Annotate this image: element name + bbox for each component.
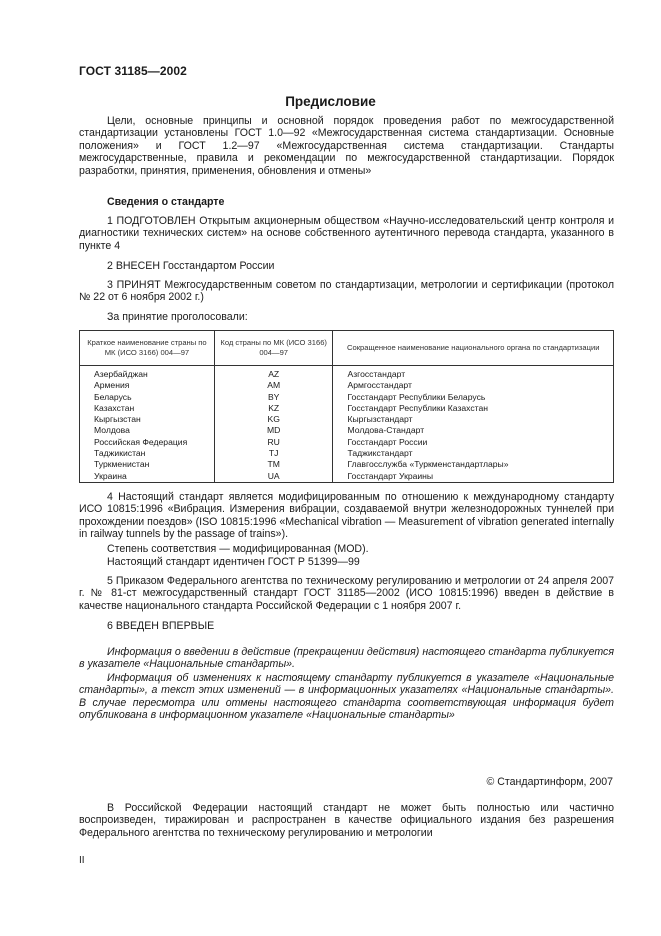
table-row [80, 448, 614, 459]
cell-country-name: Беларусь [80, 392, 215, 403]
table-row [80, 425, 614, 436]
page-title: Предисловие [285, 94, 376, 109]
table-row [80, 403, 614, 414]
item-5: 5 Приказом Федерального агентства по техническому регулированию и метрологии от 24 апреля 2007 г. № 81-ст межгосударственный стандарт ГОСТ 31185—2002 (ИСО 10815:1996) введен в действие в качестве национального стандарта Российской Федерации с 1 ноября 2007 г. [79, 575, 614, 612]
cell-country-code: BY [214, 392, 333, 403]
info-heading: Сведения о стандарте [107, 196, 225, 208]
cell-country-name: Российская Федерация [80, 437, 215, 448]
cell-country-name: Кыргызстан [80, 414, 215, 425]
cell-country-name: Азербайджан [80, 366, 215, 381]
item-3: 3 ПРИНЯТ Межгосударственным советом по стандартизации, метрологии и сертификации (протокол № 22 от 6 ноября 2002 г.) [79, 279, 614, 304]
table-body [80, 366, 614, 483]
cell-national-body: Кыргызстандарт [333, 414, 614, 425]
table-header-row [80, 331, 614, 366]
table-row [80, 471, 614, 483]
item-4-identical: Настоящий стандарт идентичен ГОСТ Р 51399—99 [107, 556, 360, 568]
table-row [80, 366, 614, 381]
voting-table [79, 330, 614, 483]
cell-country-code: TJ [214, 448, 333, 459]
table-row [80, 437, 614, 448]
cell-national-body: Молдова-Стандарт [333, 425, 614, 436]
item-4: 4 Настоящий стандарт является модифицированным по отношению к международному стандарту ИСО 10815:1996 «Вибрация. Измерения вибрации, создаваемой внутри железнодорожных туннелей при прохождении поездов» (ISO 10815:1996 «Mechanical vibration — Measurement of vibration generated internally in railway tunnels by the passage of trains»). [79, 491, 614, 541]
cell-country-name: Туркменистан [80, 459, 215, 470]
copyright: © Стандартинформ, 2007 [486, 776, 613, 788]
item-4-degree: Степень соответствия — модифицированная (MOD). [107, 543, 369, 555]
cell-national-body: Госстандарт Украины [333, 471, 614, 483]
cell-national-body: Азгосстандарт [333, 366, 614, 381]
table-row [80, 414, 614, 425]
cell-country-code: AM [214, 380, 333, 391]
voted-label: За принятие проголосовали: [107, 311, 248, 323]
header-country-name: Краткое наименование страны по МК (ИСО 3166) 004—97 [80, 331, 215, 366]
notice-changes: Информация об изменениях к настоящему стандарту публикуется в указателе «Национальные стандарты», а текст этих изменений — в информационных указателях «Национальные стандарты». В случае пересмотра или отмены настоящего стандарта соответствующая информация будет опубликована в информационном указателе «Национальные стандарты» [79, 672, 614, 722]
cell-national-body: Госстандарт России [333, 437, 614, 448]
cell-national-body: Госстандарт Республики Казахстан [333, 403, 614, 414]
table-row [80, 392, 614, 403]
cell-country-code: RU [214, 437, 333, 448]
notice-introduction: Информация о введении в действие (прекращении действия) настоящего стандарта публикуется в указателе «Национальные стандарты». [79, 646, 614, 671]
cell-country-name: Молдова [80, 425, 215, 436]
item-1: 1 ПОДГОТОВЛЕН Открытым акционерным обществом «Научно-исследовательский центр контроля и диагностики технических систем» на основе собственного аутентичного перевода стандарта, указанного в пункте 4 [79, 215, 614, 252]
cell-national-body: Госстандарт Республики Беларусь [333, 392, 614, 403]
cell-country-name: Украина [80, 471, 215, 483]
intro-paragraph: Цели, основные принципы и основной порядок проведения работ по межгосударственной стандартизации установлены ГОСТ 1.0—92 «Межгосударственная система стандартизации. Основные положения» и ГОСТ 1.2—97 «Межгосударственная система стандартизации. Стандарты межгосударственные, правила и рекомендации по межгосударственной стандартизации. Порядок разработки, принятия, применения, обновления и отмены» [79, 115, 614, 177]
table-row [80, 380, 614, 391]
cell-country-name: Армения [80, 380, 215, 391]
cell-country-code: MD [214, 425, 333, 436]
standard-header: ГОСТ 31185—2002 [79, 64, 187, 78]
rights-notice: В Российской Федерации настоящий стандарт не может быть полностью или частично воспроизведен, тиражирован и распространен в качестве официального издания без разрешения Федерального агентства по техническому регулированию и метрологии [79, 802, 614, 839]
table-row [80, 459, 614, 470]
page-number: II [79, 855, 85, 866]
cell-country-code: KG [214, 414, 333, 425]
cell-national-body: Армгосстандарт [333, 380, 614, 391]
header-national-body: Сокращенное наименование национального органа по стандартизации [333, 331, 614, 366]
cell-national-body: Главгосслужба «Туркменстандартлары» [333, 459, 614, 470]
cell-country-code: AZ [214, 366, 333, 381]
cell-national-body: Таджикстандарт [333, 448, 614, 459]
cell-country-code: KZ [214, 403, 333, 414]
cell-country-name: Казахстан [80, 403, 215, 414]
cell-country-name: Таджикистан [80, 448, 215, 459]
cell-country-code: UA [214, 471, 333, 483]
item-2: 2 ВНЕСЕН Госстандартом России [107, 260, 275, 272]
header-country-code: Код страны по МК (ИСО 3166) 004—97 [214, 331, 333, 366]
item-6: 6 ВВЕДЕН ВПЕРВЫЕ [107, 620, 215, 632]
cell-country-code: TM [214, 459, 333, 470]
